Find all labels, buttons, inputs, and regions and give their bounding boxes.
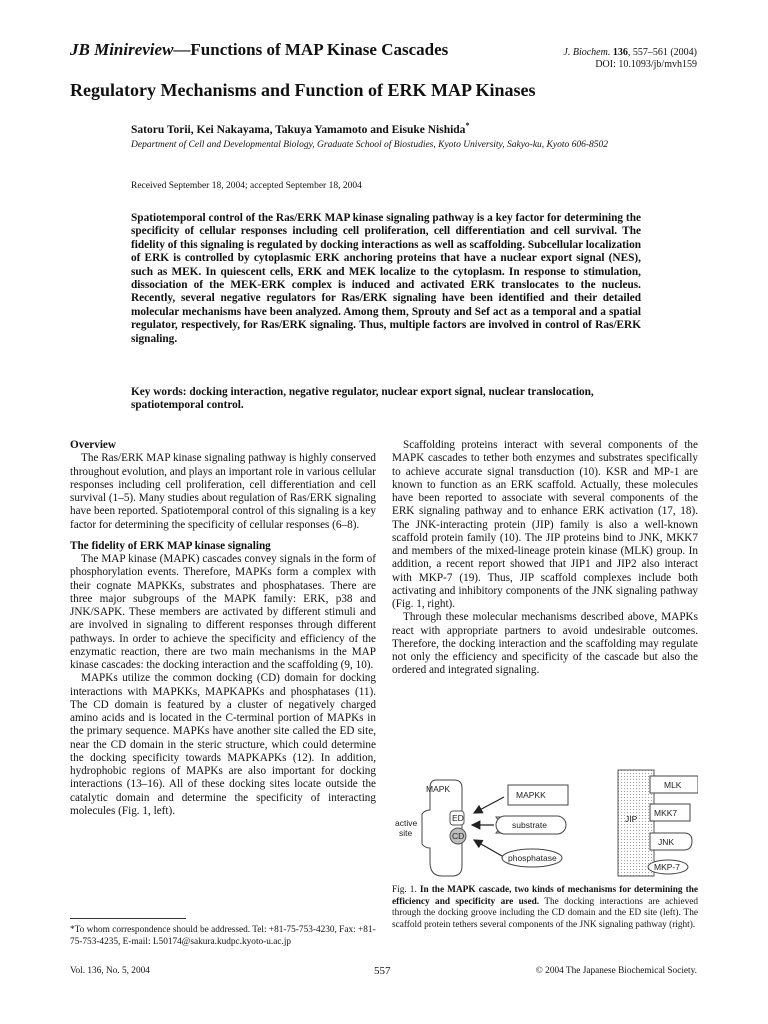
figure-1 <box>392 766 698 880</box>
copyright: © 2004 The Japanese Biochemical Society. <box>535 966 697 976</box>
mapk-label: MAPK <box>426 784 451 794</box>
cd-label: CD <box>452 831 465 841</box>
active-site-label: site <box>399 828 413 838</box>
paragraph: Through these molecular mechanisms described above, MAPKs react with appropriate partners to avoid undesirable outcomes. Therefore, the docking interaction and the scaffolding may regulate not only the efficiency and specificity of the cascade but also the ordered and integrated signaling. <box>392 611 698 677</box>
caption-bold: In the MAPK cascade, two kinds of mechanisms for determining the efficiency and specificity are used. <box>392 885 699 907</box>
footnote-rule <box>70 918 186 919</box>
footer-volume: Vol. 136, No. 5, 2004 <box>70 966 150 976</box>
affiliation: Department of Cell and Developmental Biology, Graduate School of Biostudies, Kyoto University, Sakyo-ku, Kyoto 606-8502 <box>131 140 609 150</box>
mlk-label: MLK <box>664 780 682 790</box>
volume: 136 <box>612 47 628 58</box>
phosphatase-label: phosphatase <box>508 853 557 863</box>
footnote: *To whom correspondence should be addressed. Tel: +81-75-753-4230, Fax: +81-75-753-4235, E-mail: L50174@sakura.kudpc.kyoto-u.ac.jp <box>70 925 376 947</box>
paragraph: MAPKs utilize the common docking (CD) domain for docking interactions with MAPKKs, MAPKAPKs and phosphatases (11). The CD domain is featured by a cluster of negatively charged amino acids and is located in the C-terminal portion of MAPKs in the primary sequence. MAPKs have another site called the ED site, near the CD domain in the steric structure, which could determine the docking specificity towards MAPKAPKs (12). In addition, hydrophobic regions of MAPKs are also important for docking interactions (13–16). All of these docking sites locate outside the catalytic domain and determine the specificity of interacting molecules (Fig. 1, left). <box>70 672 376 817</box>
author-mark: * <box>465 121 470 130</box>
paragraph: Scaffolding proteins interact with several components of the MAPK cascades to tether both enzymes and substrates specifically to achieve accurate signal transduction (10). KSR and MP-1 are known to function as an ERK scaffold. Actually, these molecules have been reported to associate with several components of the ERK signaling pathway and to enhance ERK activation (17, 18). The JNK-interacting protein (JIP) family is also a well-known scaffold protein family (10). The JIP proteins bind to JNK, MKK7 and members of the mixed-lineage protein kinase (MLK) group. In addition, a recent report showed that JIP1 and JIP2 also interact with MKP-7 (19). Thus, JIP scaffold complexes include both activating and inhibitory components of the JNK signaling pathway (Fig. 1, right). <box>392 439 698 610</box>
paragraph: The Ras/ERK MAP kinase signaling pathway is highly conserved throughout evolution, and plays an important role in various cellular responses including cell proliferation, cell differentiation and cell survival (1–5). Many studies about regulation of Ras/ERK signaling have been reported. Spatiotemporal control of this signaling is a key factor for determining the specificity of cellular responses (6–8). <box>70 452 376 531</box>
paper-title: Regulatory Mechanisms and Function of ERK MAP Kinases <box>70 80 536 100</box>
figure-caption <box>392 885 698 931</box>
ed-label: ED <box>452 813 464 823</box>
section-heading-fidelity: The fidelity of ERK MAP kinase signaling <box>70 539 271 552</box>
pages: , 557–561 (2004) <box>627 47 697 58</box>
arrow-mapkk <box>474 797 504 813</box>
mkk7-label: MKK7 <box>654 808 678 818</box>
series-title <box>70 40 448 60</box>
caption-text: The docking interactions are achieved through the docking groove including the CD domain and the ED site (left). The scaffold protein tethers several components of the JNK signaling pathway (right). <box>392 896 698 930</box>
paragraph: The MAP kinase (MAPK) cascades convey signals in the form of phosphorylation events. Therefore, MAPKs form a complex with their cognate MAPKKs, substrates and phosphatases. There are three major subgroups of the MAPK family: ERK, p38 and JNK/SAPK. These members are activated by different stimuli and are involved in signaling to different responses through different pathways. In order to achieve the specificity and efficiency of the enzymatic reaction, there are two main mechanisms in the MAP kinase cascades: the docking interaction and the scaffolding (9, 10). <box>70 553 376 671</box>
jnk-label: JNK <box>658 837 675 847</box>
authors <box>131 121 469 136</box>
figure-diagram <box>392 766 698 880</box>
author-list: Satoru Torii, Kei Nakayama, Takuya Yamamoto and Eisuke Nishida <box>131 123 466 136</box>
mapkk-label: MAPKK <box>516 790 546 800</box>
page-number: 557 <box>374 965 391 977</box>
mkp7-label: MKP-7 <box>654 862 680 872</box>
right-column <box>392 439 698 678</box>
active-site-label: active <box>395 818 418 828</box>
left-column <box>70 439 376 818</box>
received-date: Received September 18, 2004; accepted September 18, 2004 <box>131 181 362 191</box>
doi: DOI: 10.1093/jb/mvh159 <box>595 59 697 70</box>
arrow-phosphatase <box>474 840 502 856</box>
jip-label: JIP <box>625 814 638 824</box>
series-subtitle: —Functions of MAP Kinase Cascades <box>173 40 449 59</box>
substrate-label: substrate <box>512 820 547 830</box>
citation <box>563 47 697 71</box>
keywords: Key words: docking interaction, negative regulator, nuclear export signal, nuclear translocation, spatiotemporal control. <box>131 386 594 412</box>
caption-label: Fig. 1. <box>392 885 417 895</box>
journal-name: J. Biochem. <box>563 47 611 58</box>
abstract: Spatiotemporal control of the Ras/ERK MAP kinase signaling pathway is a key factor for determining the specificity of cellular responses including cell proliferation, cell differentiation and cell survival. The fidelity of this signaling is regulated by docking interactions as well as scaffolding. Subcellular localization of ERK is controlled by cytoplasmic ERK anchoring proteins that have a nuclear export signal (NES), such as MEK. In quiescent cells, ERK and MEK localize to the cytoplasm. In response to stimulation, dissociation of the MEK-ERK complex is induced and activated ERK translocates to the nucleus. Recently, several negative regulators for Ras/ERK signaling have been identified and their detailed molecular mechanisms have been analyzed. Among them, Sprouty and Sef act as a temporal and a spatial regulator, respectively, for Ras/ERK signaling. Thus, multiple factors are involved in control of Ras/ERK signaling. <box>131 212 641 345</box>
series-name: JB Minireview <box>70 40 174 59</box>
section-heading-overview: Overview <box>70 439 116 451</box>
